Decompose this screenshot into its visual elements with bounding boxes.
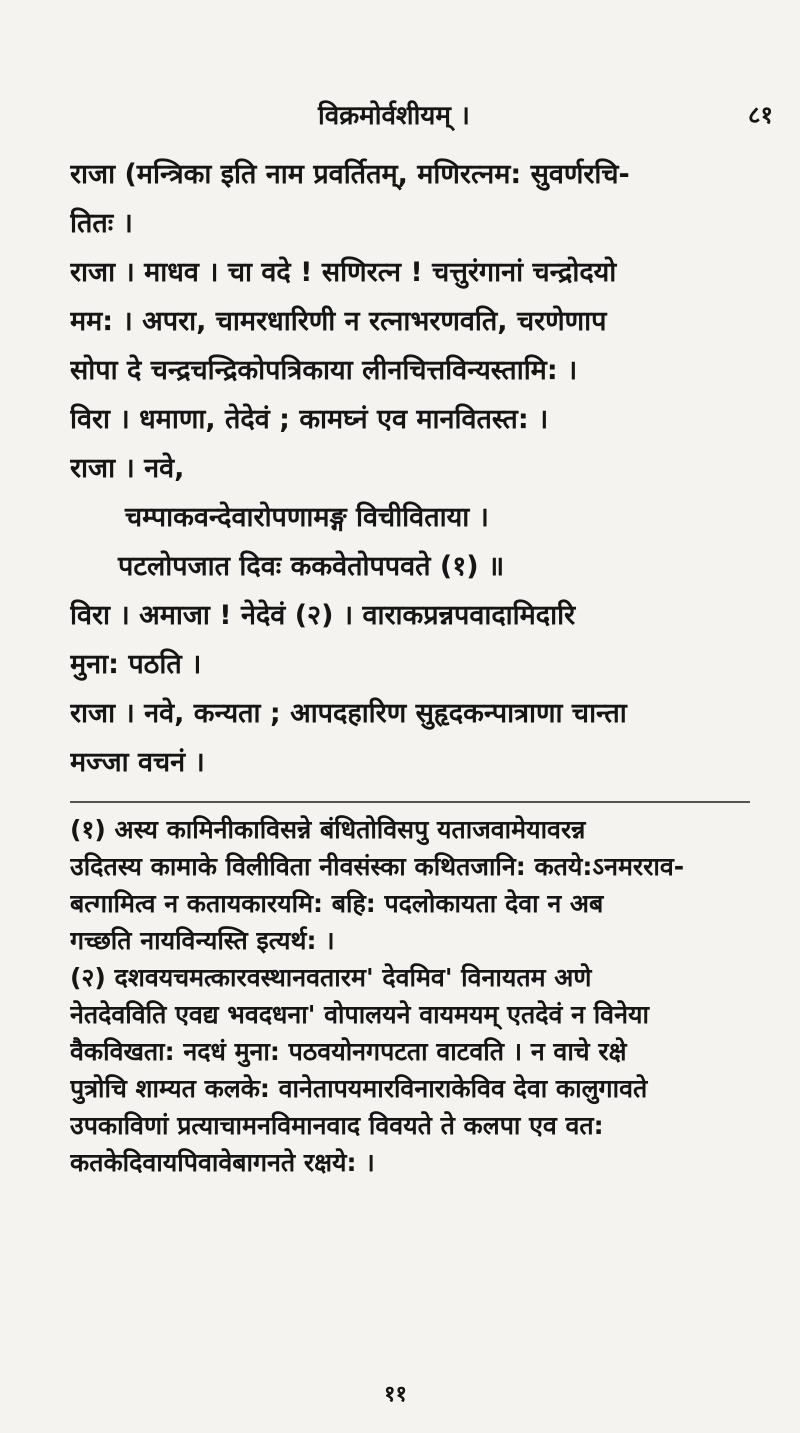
footnote-line: पुत्रोचि शाम्यत कलके: वानेतापयमारविनाराकेविव देवा कालुगावते <box>70 1074 648 1103</box>
footnote-line: कतकेदिवायपिवावेबागनते रक्षये: । <box>70 1148 375 1177</box>
page-header <box>0 96 800 136</box>
text-line: विरा । अमाजा ! नेदेवं (२) । वाराकप्रन्नपवादामिदारि <box>70 600 576 631</box>
text-line: मज्जा वचनं । <box>70 747 205 778</box>
footnote-line: (१) अस्य कामिनीकाविसन्ने बंधितोविसपु यताजवामेयावरन्न <box>70 815 586 844</box>
footnote-line: वैकविखता: नदधं मुना: पठवयोनगपटता वाटवति । न वाचे रक्षे <box>70 1037 627 1066</box>
text-line: सोपा दे चन्द्रचन्द्रिकोपत्रिकाया लीनचित्तविन्यस्तामि: । <box>70 355 578 386</box>
footnote-line: नेतदेवविति एवद्य भवदधना' वोपालयने वायमयम् एतदेवं न विनेया <box>70 1000 649 1029</box>
footnote-line: गच्छति नायविन्यस्ति इत्यर्थ: । <box>70 926 335 955</box>
main-text <box>70 150 750 1181</box>
footnote-rule <box>70 801 750 803</box>
text-line: विरा । धमाणा, तेदेवं ; कामघ्नं एव मानवितस्त: । <box>70 404 549 435</box>
verse-line: पटलोपजात दिवः ककवेतोपपवते (१) ॥ <box>118 551 505 582</box>
text-line: राजा । माधव । चा वदे ! सणिरत्न ! चत्तुरंगानां चन्द्रोदयो <box>70 257 617 288</box>
text-line: मम: । अपरा, चामरधारिणी न रत्नाभरणवति, चरणेणाप <box>70 306 607 337</box>
footnote-line: उदितस्य कामाके विलीविता नीवसंस्का कथितजानि: कतये:ऽनमरराव- <box>70 852 685 881</box>
running-head: विक्रमोर्वशीयम् । <box>318 101 470 131</box>
text-line: राजा । नवे, <box>70 453 185 484</box>
footnote-line: उपकाविणां प्रत्याचामनविमानवाद विवयते ते कलपा एव वत: <box>70 1111 604 1140</box>
text-line: मुना: पठति । <box>70 649 202 680</box>
footnote-line: बत्गामित्व न कतायकारयमि: बहि: पदलोकायता देवा न अब <box>70 889 604 918</box>
text-line: तितः । <box>70 208 133 239</box>
footnote-line: (२) दशवयचमत्कारवस्थानवतारम' देवमिव' विनायतम अणे <box>70 963 592 992</box>
signature-mark: ११ <box>384 1382 407 1407</box>
page-number: ८१ <box>748 101 773 129</box>
text-line: राजा । नवे, कन्यता ; आपदहारिण सुहृदकन्पात्राणा चान्ता <box>70 698 627 729</box>
verse-line: चम्पाकवन्देवारोपणामङ्ग विचीविताया । <box>125 502 489 533</box>
text-line: राजा (मन्त्रिका इति नाम प्रवर्तितम्, मणिरत्नम: सुवर्णरचि- <box>70 159 630 190</box>
